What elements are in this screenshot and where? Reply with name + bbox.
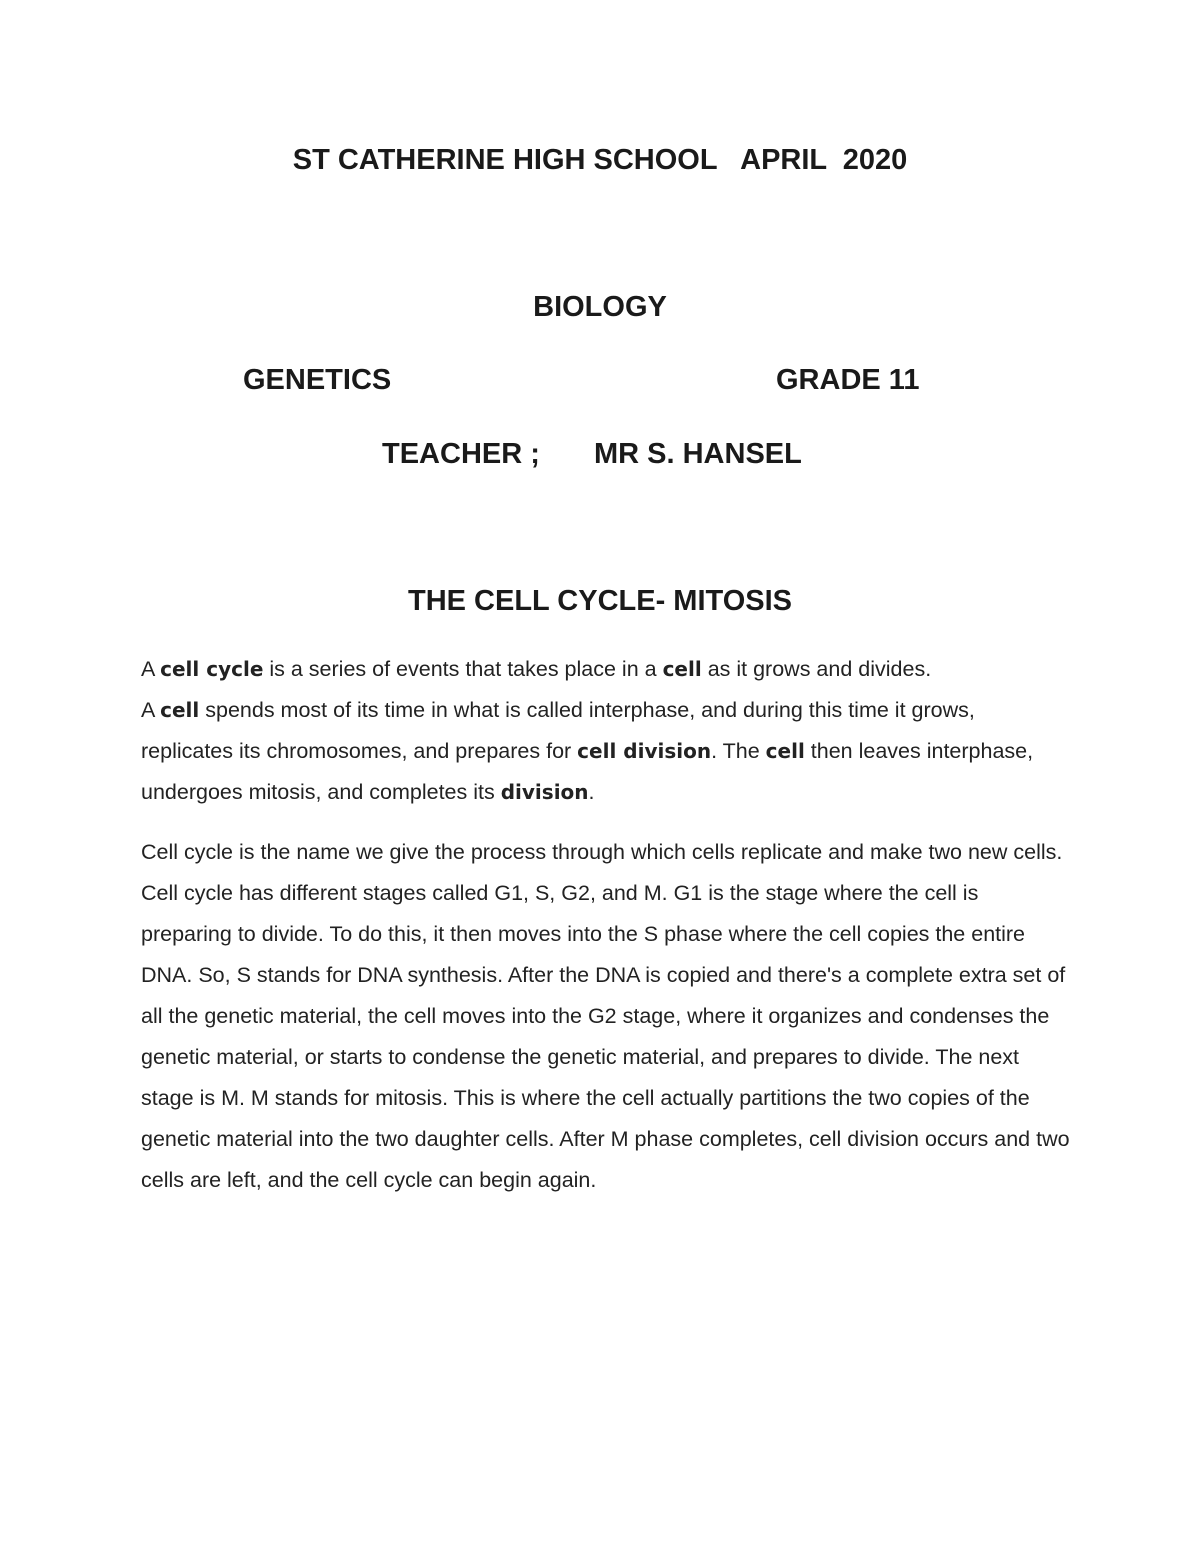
section-title: THE CELL CYCLE- MITOSIS xyxy=(407,585,792,617)
text-run: is a series of events that takes place in a xyxy=(263,657,663,681)
paragraph-cell-cycle: Cell cycle is the name we give the process through which cells replicate and make two new cells. Cell cycle has different stages called G1, S, G2, and M. G1 is the stage where the cell is preparing to divide. To do this, it then moves into the S phase where the cell copies the entire DNA. So, S stands for DNA synthesis. After the DNA is copied and there's a complete extra set of all the genetic material, the cell moves into the G2 stage, where it organizes and condenses the genetic material, or starts to condense the genetic material, and prepares to divide. The next stage is M. M stands for mitosis. This is where the cell actually partitions the two copies of the genetic material into the two daughter cells. After M phase completes, cell division occurs and two cells are left, and the cell cycle can begin again. xyxy=(141,840,1070,1192)
bold-term: cell cycle xyxy=(160,657,264,681)
topic-heading: GENETICS xyxy=(243,364,392,396)
bold-term: cell xyxy=(662,657,702,681)
bold-term: cell division xyxy=(577,739,712,763)
text-run: spends most of its time in what is called interphase, and during this time it grows, replicates its chromosomes, and prepares for xyxy=(141,698,975,763)
text-run: . The xyxy=(711,739,766,763)
subject-heading: BIOLOGY xyxy=(533,291,667,323)
bold-term: division xyxy=(500,780,589,804)
grade-heading: GRADE 11 xyxy=(776,364,920,396)
intro-sentence-1 xyxy=(141,649,1071,690)
bold-term: cell xyxy=(160,698,200,722)
teacher-name: MR S. HANSEL xyxy=(594,438,802,470)
text-run: A xyxy=(141,698,161,722)
paragraph-intro xyxy=(141,649,1071,813)
bold-term: cell xyxy=(765,739,805,763)
text-run: A xyxy=(141,657,161,681)
teacher-label: TEACHER ; xyxy=(382,438,540,470)
text-run: then leaves interphase, undergoes mitosis, and completes its xyxy=(141,739,1034,804)
text-run: as it grows and divides. xyxy=(701,657,932,681)
text-run: . xyxy=(588,780,595,804)
school-heading: ST CATHERINE HIGH SCHOOL APRIL 2020 xyxy=(292,144,908,176)
intro-sentence-2 xyxy=(141,690,1071,813)
